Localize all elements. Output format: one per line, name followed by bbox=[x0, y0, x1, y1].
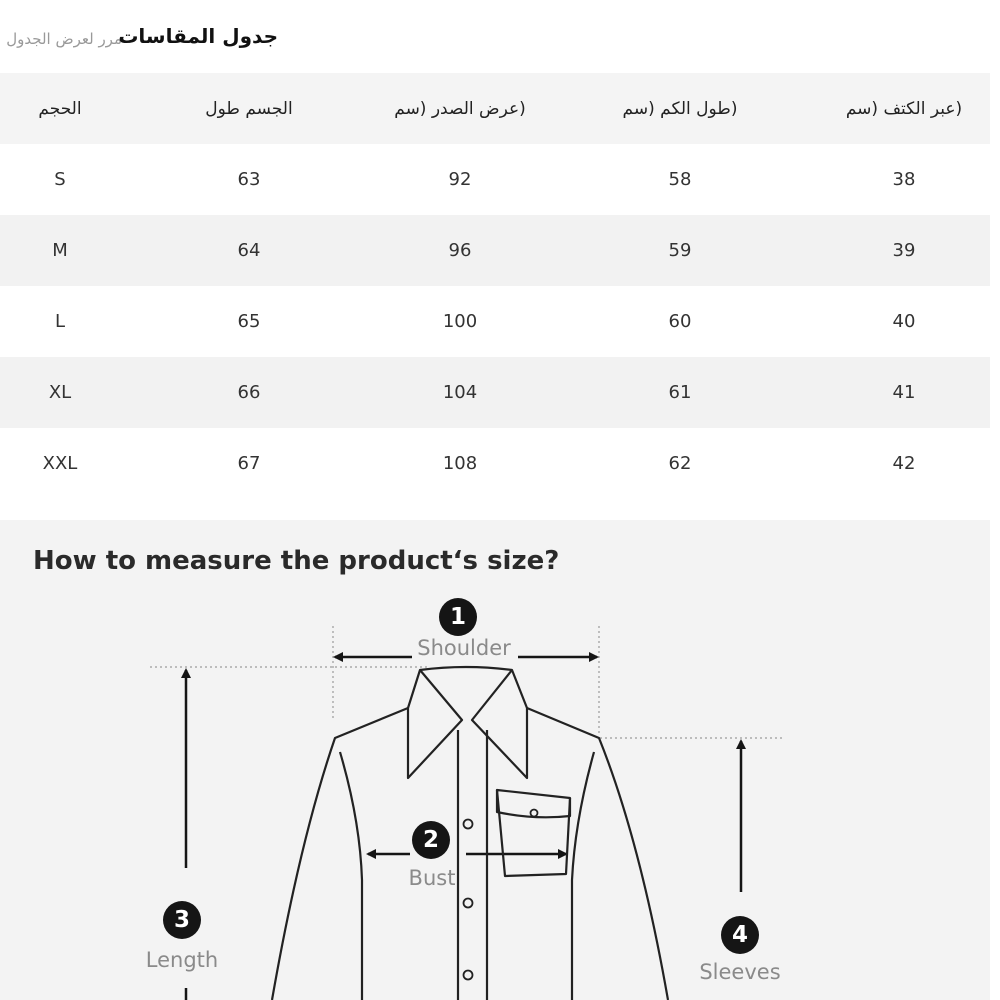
chest-cell: 96 bbox=[448, 240, 472, 261]
sleeve-cell: 60 bbox=[668, 311, 692, 332]
shirt-diagram bbox=[0, 520, 990, 1000]
shoulder-cell: 40 bbox=[892, 311, 916, 332]
column-header-size: الحجم bbox=[38, 98, 82, 119]
table-row bbox=[0, 215, 990, 286]
column-header-sleeve-length: (طول الكم (سم bbox=[622, 98, 738, 119]
sleeve-cell: 58 bbox=[668, 169, 692, 190]
scroll-hint: مرر لعرض الجدول bbox=[6, 30, 122, 48]
table-row bbox=[0, 357, 990, 428]
table-header-row bbox=[0, 73, 990, 144]
shoulder-cell: 39 bbox=[892, 240, 916, 261]
shirt-outline bbox=[272, 667, 668, 1000]
size-table bbox=[0, 73, 990, 499]
column-header-shoulder-width: (عبر الكتف (سم bbox=[845, 98, 963, 119]
chest-cell: 100 bbox=[442, 311, 478, 332]
table-row bbox=[0, 428, 990, 499]
size-cell: L bbox=[54, 311, 66, 332]
table-row bbox=[0, 144, 990, 215]
shoulder-cell: 41 bbox=[892, 382, 916, 403]
size-cell: M bbox=[52, 240, 68, 261]
length-cell: 63 bbox=[237, 169, 261, 190]
length-number-badge: 3 bbox=[163, 901, 201, 939]
measure-guide-image bbox=[0, 520, 990, 1000]
chest-cell: 108 bbox=[442, 453, 478, 474]
chest-cell: 92 bbox=[448, 169, 472, 190]
sleeve-cell: 59 bbox=[668, 240, 692, 261]
length-cell: 64 bbox=[237, 240, 261, 261]
bust-label: Bust bbox=[408, 866, 456, 890]
title-row bbox=[0, 22, 290, 56]
shoulder-cell: 42 bbox=[892, 453, 916, 474]
length-label: Length bbox=[145, 948, 219, 972]
size-cell: S bbox=[54, 169, 66, 190]
size-cell: XXL bbox=[42, 453, 78, 474]
bust-number-badge: 2 bbox=[412, 821, 450, 859]
sleeve-cell: 62 bbox=[668, 453, 692, 474]
shoulder-label: Shoulder bbox=[417, 636, 511, 660]
chest-cell: 104 bbox=[442, 382, 478, 403]
column-header-chest-width: (عرض الصدر (سم bbox=[394, 98, 526, 119]
size-cell: XL bbox=[48, 382, 72, 403]
sleeves-number-badge: 4 bbox=[721, 916, 759, 954]
length-cell: 66 bbox=[237, 382, 261, 403]
sleeves-label: Sleeves bbox=[699, 960, 781, 984]
page-title: جدول المقاسات bbox=[118, 24, 278, 48]
column-header-body-length: الجسم طول bbox=[205, 98, 293, 119]
shoulder-cell: 38 bbox=[892, 169, 916, 190]
measure-guide-title: How to measure the product‘s size? bbox=[33, 546, 560, 576]
table-row bbox=[0, 286, 990, 357]
shoulder-number-badge: 1 bbox=[439, 598, 477, 636]
length-cell: 65 bbox=[237, 311, 261, 332]
length-cell: 67 bbox=[237, 453, 261, 474]
sleeve-cell: 61 bbox=[668, 382, 692, 403]
